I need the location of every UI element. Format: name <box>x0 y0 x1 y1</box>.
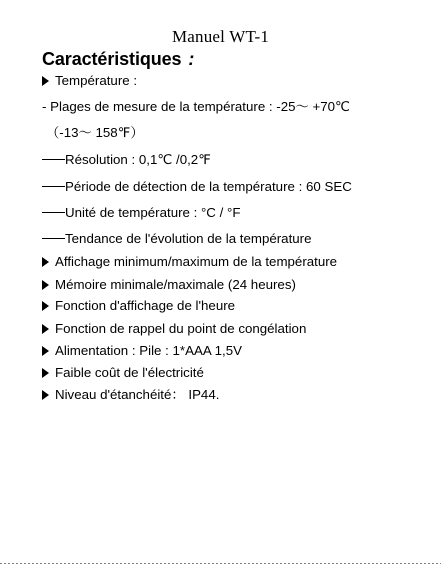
section-heading <box>42 49 194 70</box>
triangle-bullet-icon <box>42 280 49 290</box>
feature-waterproof <box>42 387 219 403</box>
feature-clock-text: Fonction d'affichage de l'heure <box>55 298 236 313</box>
document-title: Manuel WT-1 <box>171 27 270 46</box>
dash-bullet-icon <box>42 159 65 161</box>
triangle-bullet-icon <box>42 257 49 267</box>
spec-detection <box>42 179 352 195</box>
feature-consumption <box>42 365 204 381</box>
dash-bullet-icon <box>42 186 65 188</box>
feature-minmax-text: Affichage minimum/maximum de la température <box>55 254 338 269</box>
triangle-bullet-icon <box>42 390 49 400</box>
spec-resolution-text: Résolution : 0,1℃ /0,2℉ <box>65 152 211 167</box>
triangle-bullet-icon <box>42 76 49 86</box>
spec-range-line-2: （-13〜 158℉） <box>46 125 144 140</box>
section-heading-text: Caractéristiques <box>42 49 182 69</box>
feature-memory <box>42 277 296 293</box>
spec-unit <box>42 205 240 221</box>
spec-unit-text: Unité de température : °C / °F <box>65 205 241 220</box>
feature-frost-text: Fonction de rappel du point de congélation <box>55 321 307 336</box>
triangle-bullet-icon <box>42 324 49 334</box>
feature-temperature-text: Température : <box>55 73 138 88</box>
feature-memory-text: Mémoire minimale/maximale (24 heures) <box>55 277 296 292</box>
spec-range-line-1: - Plages de mesure de la température : -25〜 +70℃ <box>42 99 350 114</box>
page-bottom-rule <box>0 563 441 564</box>
triangle-bullet-icon <box>42 301 49 311</box>
feature-consumption-text: Faible coût de l'électricité <box>55 365 204 380</box>
feature-frost <box>42 321 306 337</box>
spec-trend-text: Tendance de l'évolution de la température <box>65 231 312 246</box>
section-heading-colon: : <box>188 49 195 69</box>
feature-minmax <box>42 254 337 270</box>
feature-clock <box>42 298 235 314</box>
feature-temperature <box>42 73 137 89</box>
spec-resolution <box>42 152 211 168</box>
feature-power-text: Alimentation : Pile : 1*AAA 1,5V <box>55 343 243 358</box>
feature-power <box>42 343 242 359</box>
dash-bullet-icon <box>42 212 65 214</box>
spec-trend <box>42 231 311 247</box>
triangle-bullet-icon <box>42 346 49 356</box>
spec-detection-text: Période de détection de la température : 60 SEC <box>65 179 352 194</box>
triangle-bullet-icon <box>42 368 49 378</box>
feature-waterproof-text: Niveau d'étanchéité： IP44. <box>55 387 220 402</box>
dash-bullet-icon <box>42 238 65 240</box>
